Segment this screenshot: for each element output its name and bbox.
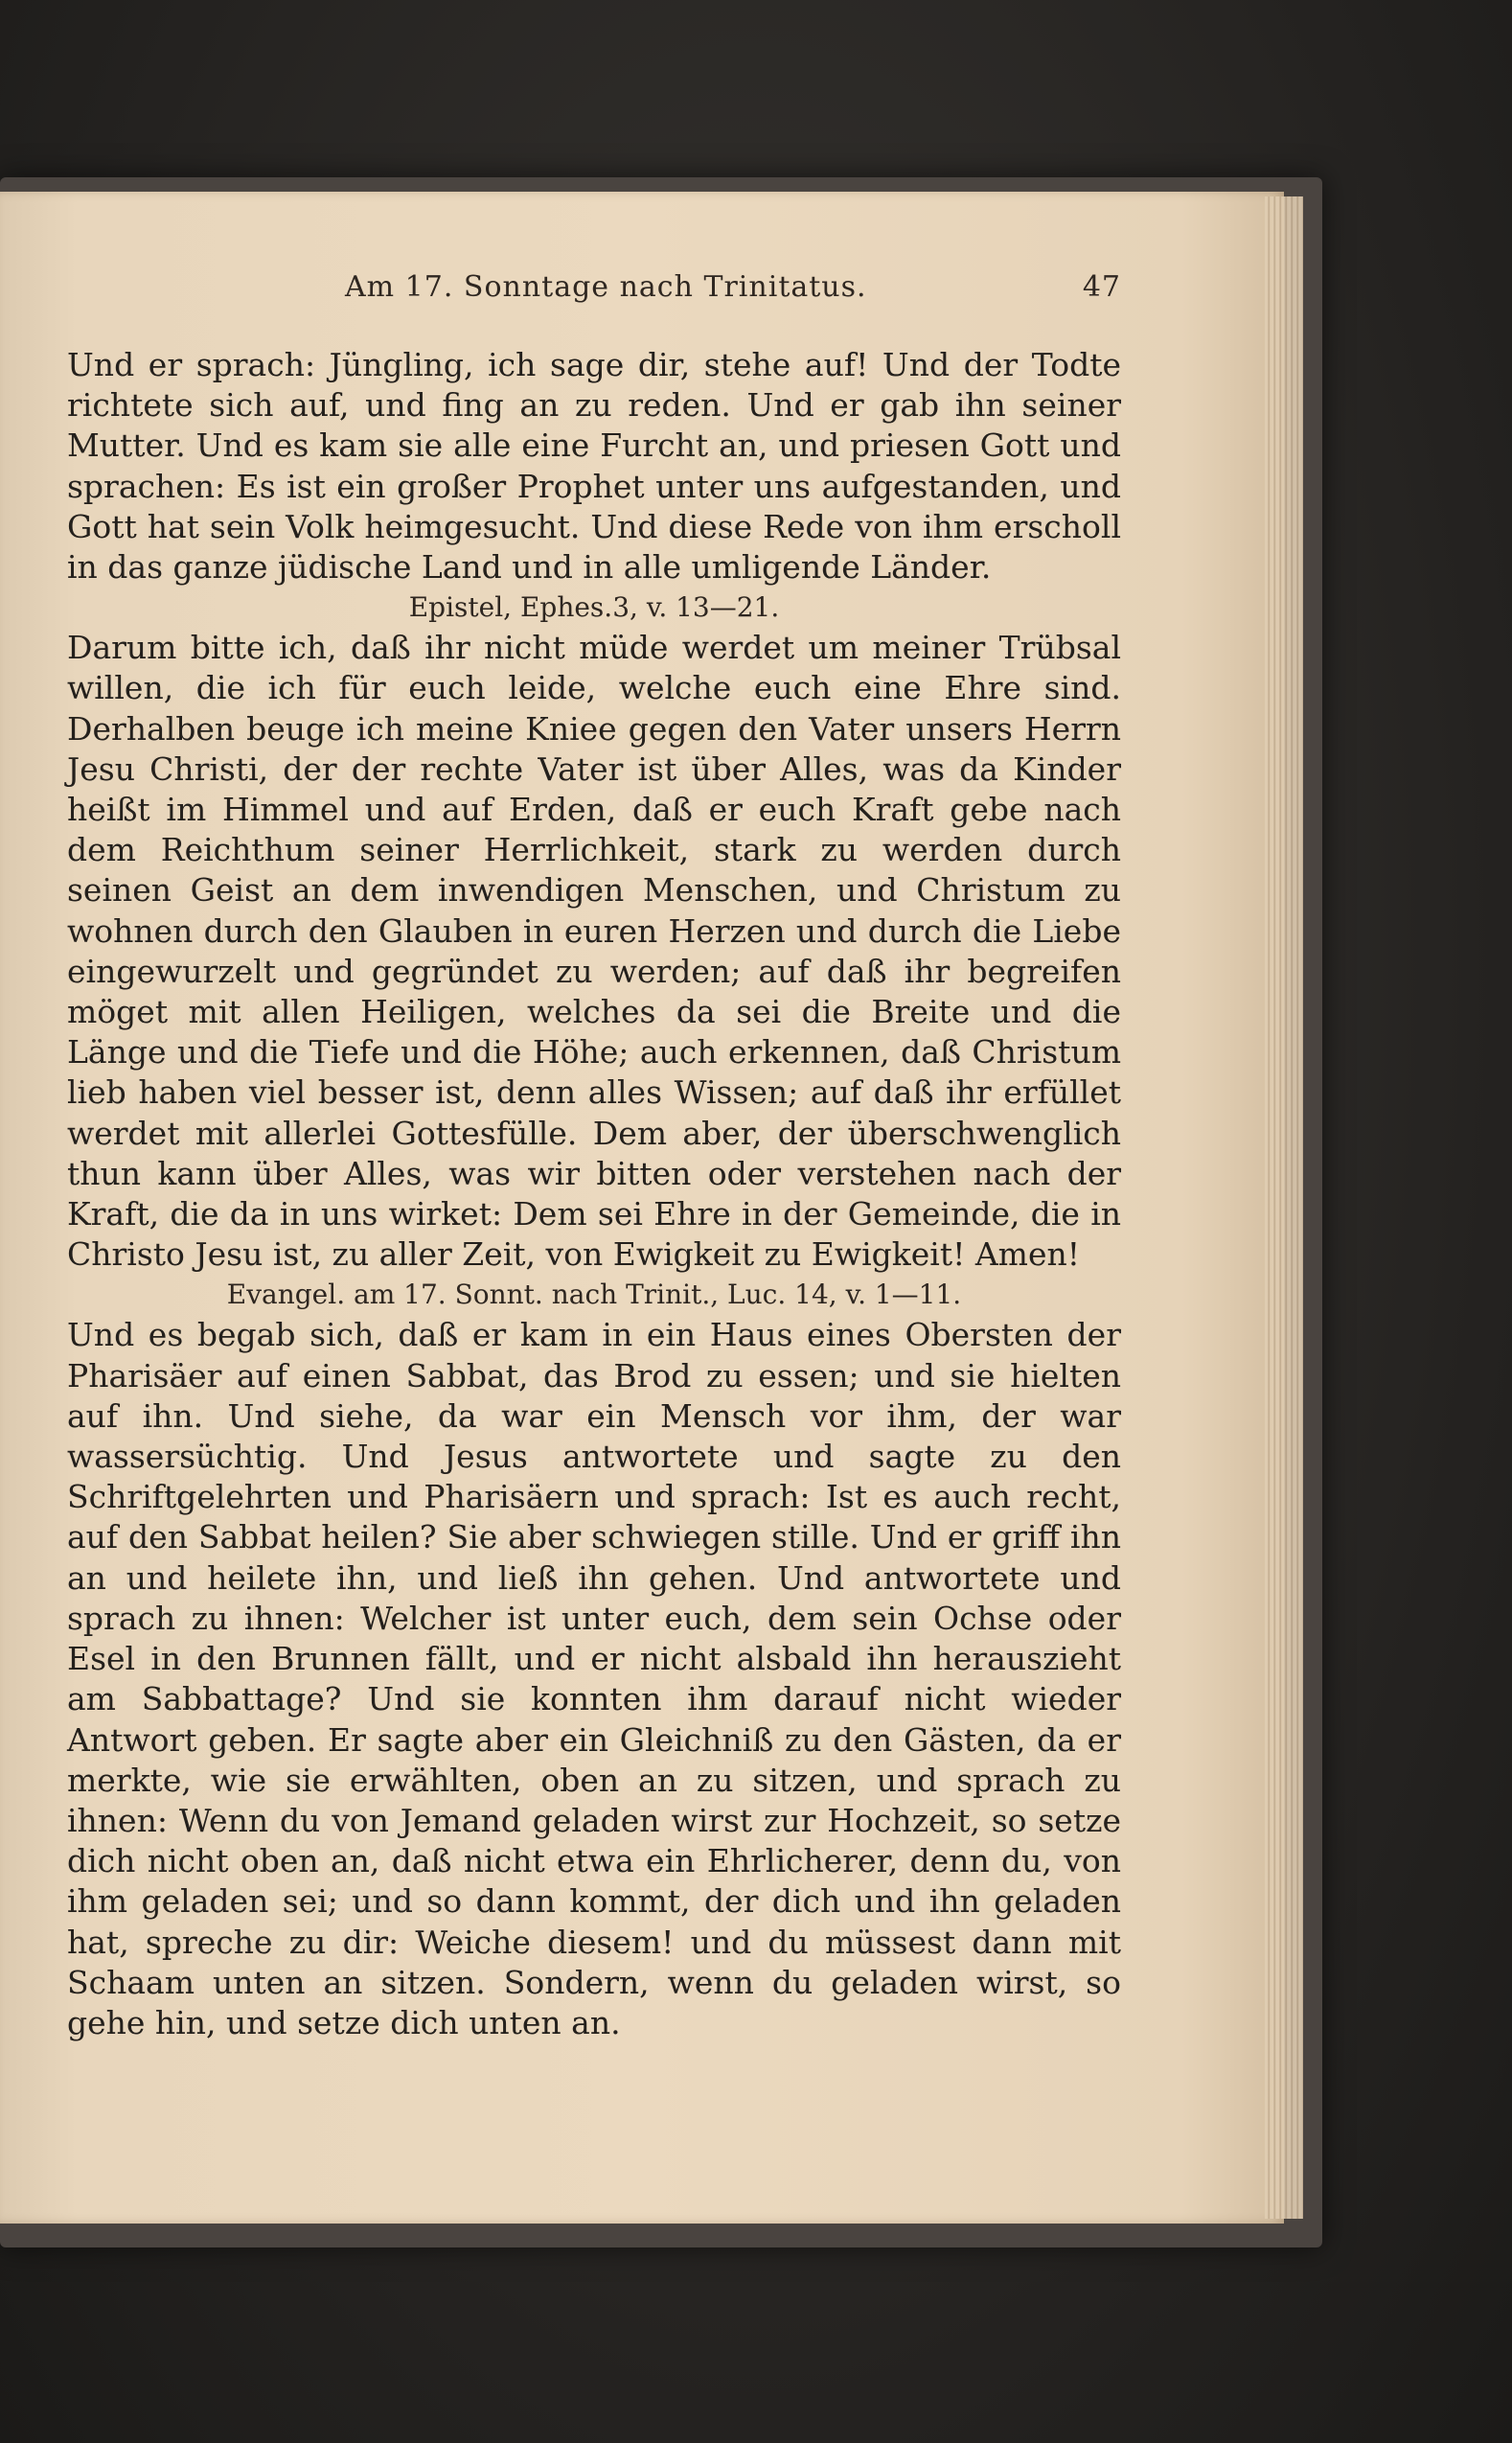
running-head-title: Am 17. Sonntage nach Trinitatus. (345, 270, 867, 304)
page-number: 47 (1082, 270, 1121, 304)
paragraph-gospel-continuation: Und er sprach: Jüngling, ich sage dir, stehe auf! Und der Todte richtete sich auf, und fing an zu reden. Und er gab ihn seiner Mutter. Und es kam sie alle eine Furcht an, und priesen Gott und sprachen: Es ist ein großer Prophet unter uns aufgestanden, und Gott hat sein Volk heimgesucht. Und diese Rede von ihm erscholl in das ganze jüdische Land und in alle umligende Länder. (67, 346, 1121, 587)
paragraph-gospel: Und es begab sich, daß er kam in ein Haus eines Obersten der Pharisäer auf einen Sabbat, das Brod zu essen; und sie hielten auf ihn. Und siehe, da war ein Mensch vor ihm, der war wassersüchtig. Und Jesus antwortete und sagte zu den Schriftgelehrten und Pharisäern und sprach: Ist es auch recht, auf den Sabbat heilen? Sie aber schwiegen stille. Und er griff ihn an und heilete ihn, und ließ ihn gehen. Und antwortete und sprach zu ihnen: Welcher ist unter euch, dem sein Ochse oder Esel in den Brunnen fällt, und er nicht alsbald ihn herauszieht am Sabbattage? Und sie konnten ihm darauf nicht wieder Antwort geben. Er sagte aber ein Gleichniß zu den Gästen, da er merkte, wie sie erwählten, oben an zu sitzen, und sprach zu ihnen: Wenn du von Jemand geladen wirst zur Hochzeit, so setze dich nicht oben an, daß nicht etwa ein Ehrlicherer, denn du, von ihm geladen sei; und so dann kommt, der dich und ihn geladen hat, spreche zu dir: Weiche diesem! und du müssest dann mit Schaam unten an sitzen. Sondern, wenn du geladen wirst, so gehe hin, und setze dich unten an. (67, 1316, 1121, 2041)
page-edges (1265, 196, 1303, 2219)
paragraph-epistle: Darum bitte ich, daß ihr nicht müde werdet um meiner Trübsal willen, die ich für euch leide, welche euch eine Ehre sind. Derhalben beuge ich meine Kniee gegen den Vater unsers Herrn Jesu Christi, der der rechte Vater ist über Alles, was da Kinder heißt im Himmel und auf Erden, daß er euch Kraft gebe nach dem Reichthum seiner Herrlichkeit, stark zu werden durch seinen Geist an dem inwendigen Menschen, und Christum zu wohnen durch den Glauben in euren Herzen und durch die Liebe eingewurzelt und gegründet zu werden; auf daß ihr begreifen möget mit allen Heiligen, welches da sei die Breite und die Länge und die Tiefe und die Höhe; auch erkennen, daß Christum lieb haben viel besser ist, denn alles Wissen; auf daß ihr erfüllet werdet mit allerlei Gottesfülle. Dem aber, der überschwenglich thun kann über Alles, was wir bitten oder verstehen nach der Kraft, die da in uns wirket: Dem sei Ehre in der Gemeinde, die in Christo Jesu ist, zu aller Zeit, von Ewigkeit zu Ewigkeit! Amen! (67, 629, 1121, 1274)
body-text (67, 345, 1121, 2043)
epistle-reference: Epistel, Ephes.3, v. 13—21. (408, 591, 780, 624)
gospel-reference: Evangel. am 17. Sonnt. nach Trinit., Luc. 14, v. 1—11. (226, 1279, 962, 1311)
